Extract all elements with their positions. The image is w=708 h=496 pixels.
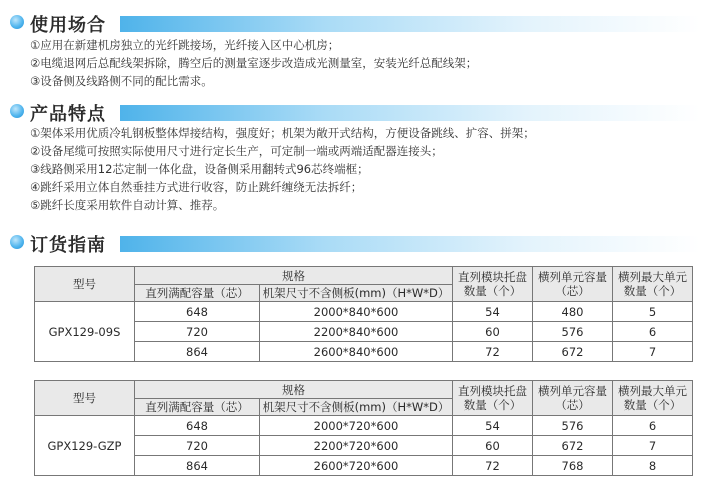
cell-units: 672 [533, 342, 613, 362]
header-max-units: 横列最大单元数量（个） [613, 267, 693, 302]
cell-max-units: 8 [613, 456, 693, 476]
header-gradient-bar [120, 236, 700, 252]
cell-trays: 72 [453, 342, 533, 362]
cell-trays: 60 [453, 322, 533, 342]
cell-capacity: 648 [135, 416, 260, 436]
cell-units: 768 [533, 456, 613, 476]
header-trays: 直列模块托盘数量（个） [453, 381, 533, 416]
spec-table-09s [34, 266, 693, 362]
list-item: ③设备侧及线路侧不同的配比需求。 [30, 74, 213, 88]
cell-units: 480 [533, 302, 613, 322]
section-header-usage [8, 10, 700, 34]
cell-trays: 72 [453, 456, 533, 476]
header-size: 机架尺寸不含侧板(mm)（H*W*D） [260, 399, 453, 416]
cell-max-units: 5 [613, 302, 693, 322]
cell-max-units: 6 [613, 322, 693, 342]
header-spec: 规格 [135, 381, 453, 399]
cell-units: 672 [533, 436, 613, 456]
header-gradient-bar [120, 16, 700, 32]
list-item: ③线路侧采用12芯定制一体化盘，设备侧采用翻转式96芯终端框； [30, 162, 369, 176]
list-item: ⑤跳纤长度采用软件自动计算、推荐。 [30, 198, 225, 212]
spec-table-gzp [34, 380, 693, 476]
cell-max-units: 7 [613, 436, 693, 456]
cell-trays: 60 [453, 436, 533, 456]
header-spec: 规格 [135, 267, 453, 285]
model-cell: GPX129-GZP [35, 416, 135, 476]
model-cell: GPX129-09S [35, 302, 135, 362]
header-model: 型号 [35, 381, 135, 416]
list-item: ①架体采用优质冷轧钢板整体焊接结构，强度好；机架为敞开式结构，方便设备跳线、扩容、拼架； [30, 126, 535, 140]
cell-size: 2000*840*600 [260, 302, 453, 322]
cell-max-units: 7 [613, 342, 693, 362]
section-title: 订货指南 [30, 235, 106, 256]
table-row [35, 416, 693, 436]
cell-units: 576 [533, 322, 613, 342]
cell-capacity: 864 [135, 342, 260, 362]
table-row [35, 302, 693, 322]
cell-trays: 54 [453, 416, 533, 436]
header-max-units: 横列最大单元数量（个） [613, 381, 693, 416]
cell-size: 2200*720*600 [260, 436, 453, 456]
cell-capacity: 720 [135, 436, 260, 456]
cell-size: 2000*720*600 [260, 416, 453, 436]
section-header-ordering [8, 230, 700, 254]
features-list [30, 124, 535, 214]
cell-max-units: 6 [613, 416, 693, 436]
list-item: ④跳纤采用立体自然垂挂方式进行收容，防止跳纤缠绕无法拆纤； [30, 180, 363, 194]
cell-size: 2200*840*600 [260, 322, 453, 342]
header-capacity: 直列满配容量（芯） [135, 399, 260, 416]
header-gradient-bar [120, 105, 700, 121]
header-units: 横列单元容量（芯） [533, 381, 613, 416]
header-trays: 直列模块托盘数量（个） [453, 267, 533, 302]
section-title: 产品特点 [30, 104, 106, 125]
bullet-circle-icon [10, 235, 24, 249]
cell-capacity: 648 [135, 302, 260, 322]
header-capacity: 直列满配容量（芯） [135, 285, 260, 302]
cell-units: 576 [533, 416, 613, 436]
bullet-circle-icon [10, 15, 24, 29]
cell-capacity: 720 [135, 322, 260, 342]
cell-size: 2600*840*600 [260, 342, 453, 362]
usage-list [30, 36, 477, 90]
list-item: ①应用在新建机房独立的光纤跳接场，光纤接入区中心机房； [30, 38, 340, 52]
section-title: 使用场合 [30, 15, 106, 36]
list-item: ②设备尾缆可按照实际使用尺寸进行定长生产，可定制一端或两端适配器连接头； [30, 144, 443, 158]
header-size: 机架尺寸不含侧板(mm)（H*W*D） [260, 285, 453, 302]
section-header-features [8, 99, 700, 123]
list-item: ②电缆退网后总配线架拆除，腾空后的测量室逐步改造成光测量室，安装光纤总配线架； [30, 56, 478, 70]
cell-size: 2600*720*600 [260, 456, 453, 476]
header-model: 型号 [35, 267, 135, 302]
bullet-circle-icon [10, 104, 24, 118]
cell-capacity: 864 [135, 456, 260, 476]
header-units: 横列单元容量（芯） [533, 267, 613, 302]
cell-trays: 54 [453, 302, 533, 322]
